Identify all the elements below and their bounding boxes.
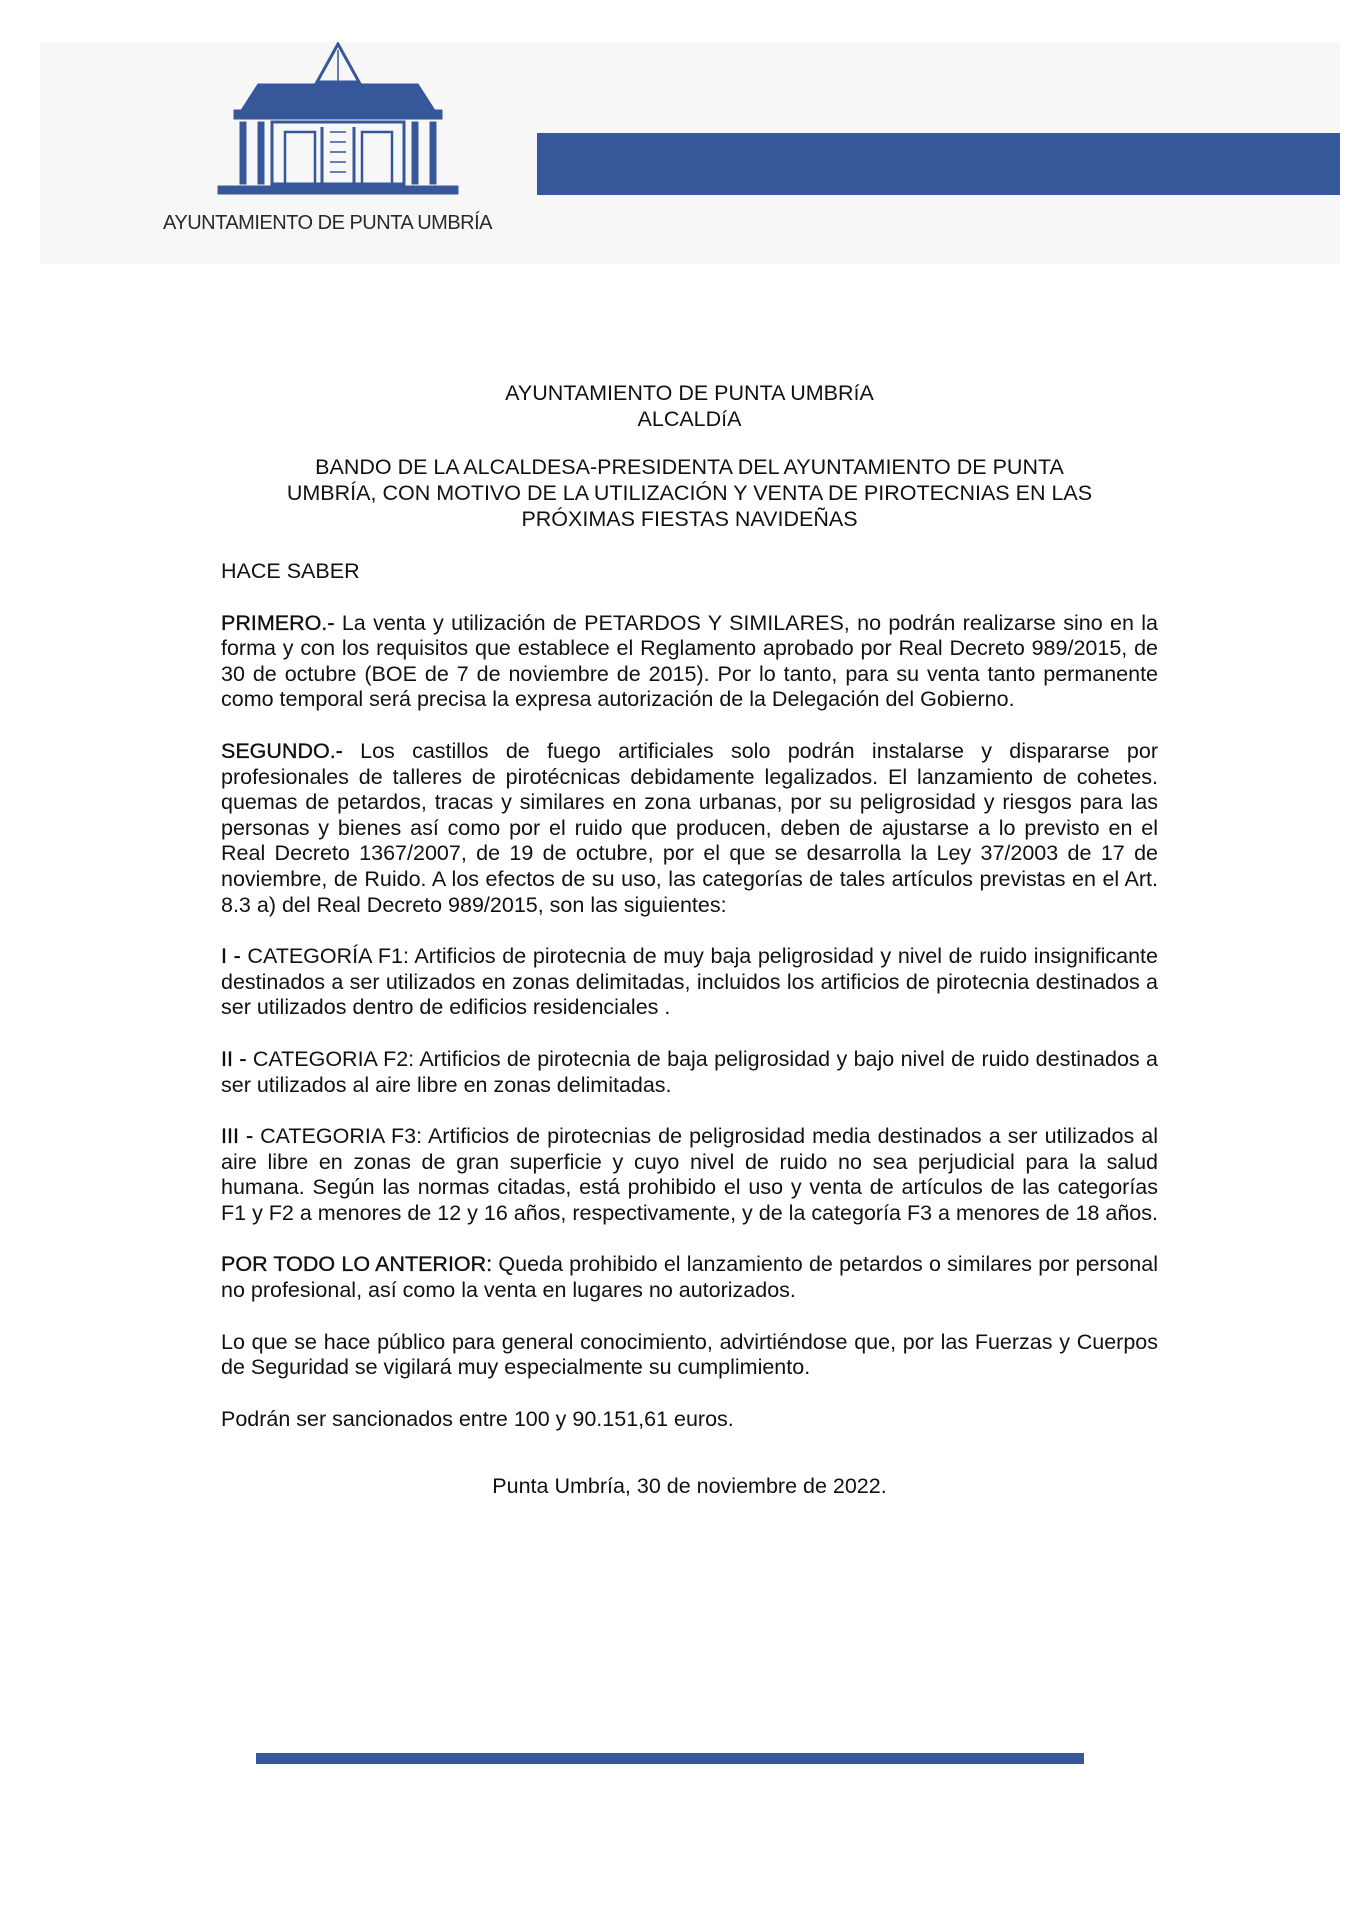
paragraph-sancion: Podrán ser sancionados entre 100 y 90.151,61 euros. xyxy=(221,1406,734,1431)
primero-text: La venta y utilización de PETARDOS Y SIMILARES, no podrán realizarse sino en la forma y con los requisitos que establece el Reglamento aprobado por Real Decreto 989/2015, de 30 de octubre (BOE de 7 de noviembre de 2015). Por lo tanto, para su venta tanto permanente como temporal será precisa la expresa autorización de la Delegación del Gobierno. xyxy=(221,610,1158,712)
issuer-heading xyxy=(221,380,1158,432)
paragraph-category-f1 xyxy=(221,944,1158,1021)
footer-blue-bar xyxy=(256,1753,1084,1764)
document-body xyxy=(221,380,1158,1500)
document-title xyxy=(221,454,1158,532)
institution-name: AYUNTAMIENTO DE PUNTA UMBRíA xyxy=(505,381,874,405)
town-hall-logo-icon xyxy=(210,42,470,202)
office-name: ALCALDíA xyxy=(637,407,742,431)
paragraph-por-todo-lo-anterior xyxy=(221,1252,1158,1303)
category-label: I - xyxy=(221,944,241,969)
hace-saber-heading: HACE SABER xyxy=(221,559,360,583)
place-date-signature: Punta Umbría, 30 de noviembre de 2022. xyxy=(492,1474,887,1499)
category-text: CATEGORIA F3: Artificios de pirotecnias de peligrosidad media destinados a ser utilizados al aire libre en zonas de gran superficie y cuyo nivel de ruido no sea perjudicial para la salud humana. Según las normas citadas, está prohibido el uso y venta de artículos de las categorías F1 y F2 a menores de 12 y 16 años, respectivamente, y de la categoría F3 a menores de 18 años. xyxy=(221,1124,1158,1225)
title-line: BANDO DE LA ALCALDESA-PRESIDENTA DEL AYUNTAMIENTO DE PUNTA xyxy=(315,455,1064,479)
paragraph-primero xyxy=(221,611,1158,713)
category-text: CATEGORÍA F1: Artificios de pirotecnia de muy baja peligrosidad y nivel de ruido insignificante destinados a ser utilizados en zonas delimitadas, incluidos los artificios de pirotecnia destinados a ser utilizados dentro de edificios residenciales . xyxy=(221,944,1158,1020)
letterhead-blue-bar xyxy=(537,133,1340,195)
paragraph-segundo xyxy=(221,739,1158,918)
paragraph-category-f2 xyxy=(221,1047,1158,1098)
logo-caption: AYUNTAMIENTO DE PUNTA UMBRÍA xyxy=(163,212,492,234)
anterior-text: Queda prohibido el lanzamiento de petardos o similares por personal no profesional, así como la venta en lugares no autorizados. xyxy=(221,1252,1158,1303)
primero-label: PRIMERO.- xyxy=(221,610,335,635)
paragraph-category-f3 xyxy=(221,1124,1158,1226)
anterior-label: POR TODO LO ANTERIOR: xyxy=(221,1252,493,1277)
segundo-label: SEGUNDO.- xyxy=(221,738,343,763)
title-line: UMBRÍA, CON MOTIVO DE LA UTILIZACIÓN Y VENTA DE PIROTECNIAS EN LAS xyxy=(286,481,1093,505)
title-line: PRÓXIMAS FIESTAS NAVIDEÑAS xyxy=(521,507,858,531)
category-text: CATEGORIA F2: Artificios de pirotecnia de baja peligrosidad y bajo nivel de ruido destinados a ser utilizados al aire libre en zonas delimitadas. xyxy=(221,1046,1158,1097)
paragraph-publico: Lo que se hace público para general conocimiento, advirtiéndose que, por las Fuerzas y Cuerpos de Seguridad se vigilará muy especialmente su cumplimiento. xyxy=(221,1329,1158,1380)
category-label: II - xyxy=(221,1046,247,1071)
segundo-text: Los castillos de fuego artificiales solo podrán instalarse y dispararse por profesionales de talleres de pirotécnicas debidamente legalizados. El lanzamiento de cohetes. quemas de petardos, tracas y similares en zona urbanas, por su peligrosidad y riesgos para las personas y bienes así como por el ruido que producen, deben de ajustarse a lo previsto en el Real Decreto 1367/2007, de 19 de octubre, por el que se desarrolla la Ley 37/2003 de 17 de noviembre, de Ruido. A los efectos de su uso, las categorías de tales artículos previstas en el Art. 8.3 a) del Real Decreto 989/2015, son las siguientes: xyxy=(221,738,1158,917)
category-label: III - xyxy=(221,1124,254,1149)
